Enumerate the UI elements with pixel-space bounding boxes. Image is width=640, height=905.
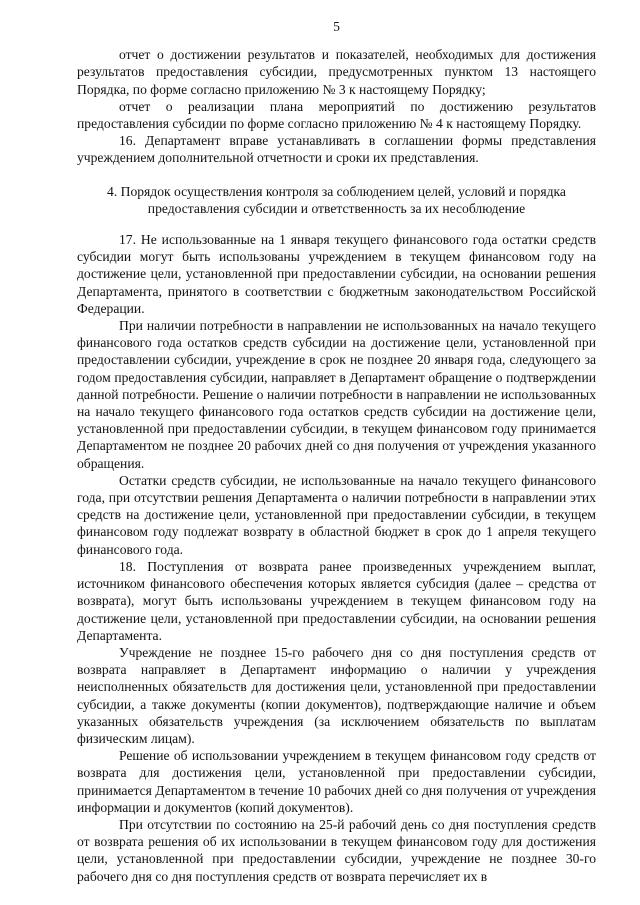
paragraph-report-results: отчет о достижении результатов и показателей, необходимых для достижения результатов предоставления субсидии, предусмотренных пунктом 13 настоящего Порядка, по форме согласно приложению № 3 к настоящему Порядку;: [77, 47, 596, 97]
section-heading: 4. Порядок осуществления контроля за соблюдением целей, условий и порядка предоставления субсидии и ответственность за их несоблюдение: [107, 183, 566, 216]
paragraph-item-18: 18. Поступления от возврата ранее произведенных учреждением выплат, источником финансового обеспечения которых является субсидия (далее – средства от возврата), могут быть использованы учреждением в текущем финансовом году на достижение цели, установленной при предоставлении субсидии, на основании решения Департамента.: [77, 558, 596, 643]
paragraph-remainder-need: При наличии потребности в направлении не использованных на начало текущего финансового года остатков средств субсидии на достижение цели, установленной при предоставлении субсидии, учреждение в срок не позднее 20 января года, следующего за годом предоставления субсидии, направляет в Департамент обращение о подтверждении данной потребности. Решение о наличии потребности в направлении не использованных на начало текущего финансового года остатков средств субсидии на достижение цели, установленной при предоставлении субсидии, в текущем финансовом году принимается Департаментом не позднее 20 рабочих дней со дня получения от учреждения указанного обращения.: [77, 318, 596, 471]
paragraph-report-plan: отчет о реализации плана мероприятий по достижению результатов предоставления субсидии по форме согласно приложению № 4 к настоящему Порядку.: [77, 98, 596, 132]
paragraph-decision: Решение об использовании учреждением в текущем финансовом году средств от возврата для достижения цели, установленной при предоставлении субсидии, принимается Департаментом в течение 10 рабочих дней со дня получения от учреждения информации и документов (копий документов).: [77, 748, 596, 815]
paragraph-remainder-return: Остатки средств субсидии, не использованные на начало текущего финансового года, при отсутствии решения Департамента о наличии потребности в направлении этих средств на достижение цели, установленной при предоставлении субсидии, в текущем финансовом году подлежат возврату в областной бюджет в срок до 1 апреля текущего финансового года.: [77, 472, 596, 557]
paragraph-no-decision: При отсутствии по состоянию на 25-й рабочий день со дня поступления средств от возврата решения об их использовании в текущем финансовом году для достижения цели, установленной при предоставлении субсидии, учреждение не позднее 30-го рабочего дня со дня поступления средств от возврата перечисляет их в: [77, 816, 596, 884]
paragraph-obligations-info: Учреждение не позднее 15-го рабочего дня со дня поступления средств от возврата направляет в Департамент информацию о наличии у учреждения неисполненных обязательств для достижения цели, установленной при предоставлении субсидии, а также документы (копии документов), подтверждающие наличие и объем указанных обязательств учреждения (за исключением обязательств по выплатам физическим лицам).: [77, 644, 596, 746]
paragraph-item-16: 16. Департамент вправе устанавливать в соглашении формы представления учреждением дополнительной отчетности и сроки их представления.: [77, 133, 596, 166]
page-number: 5: [333, 19, 340, 34]
paragraph-item-17: 17. Не использованные на 1 января текущего финансового года остатки средств субсидии могут быть использованы учреждением в текущем финансовом году на достижение цели, установленной при предоставлении субсидии, на основании решения Департамента, принятого в соответствии с бюджетным законодательством Российской Федерации.: [77, 232, 596, 316]
